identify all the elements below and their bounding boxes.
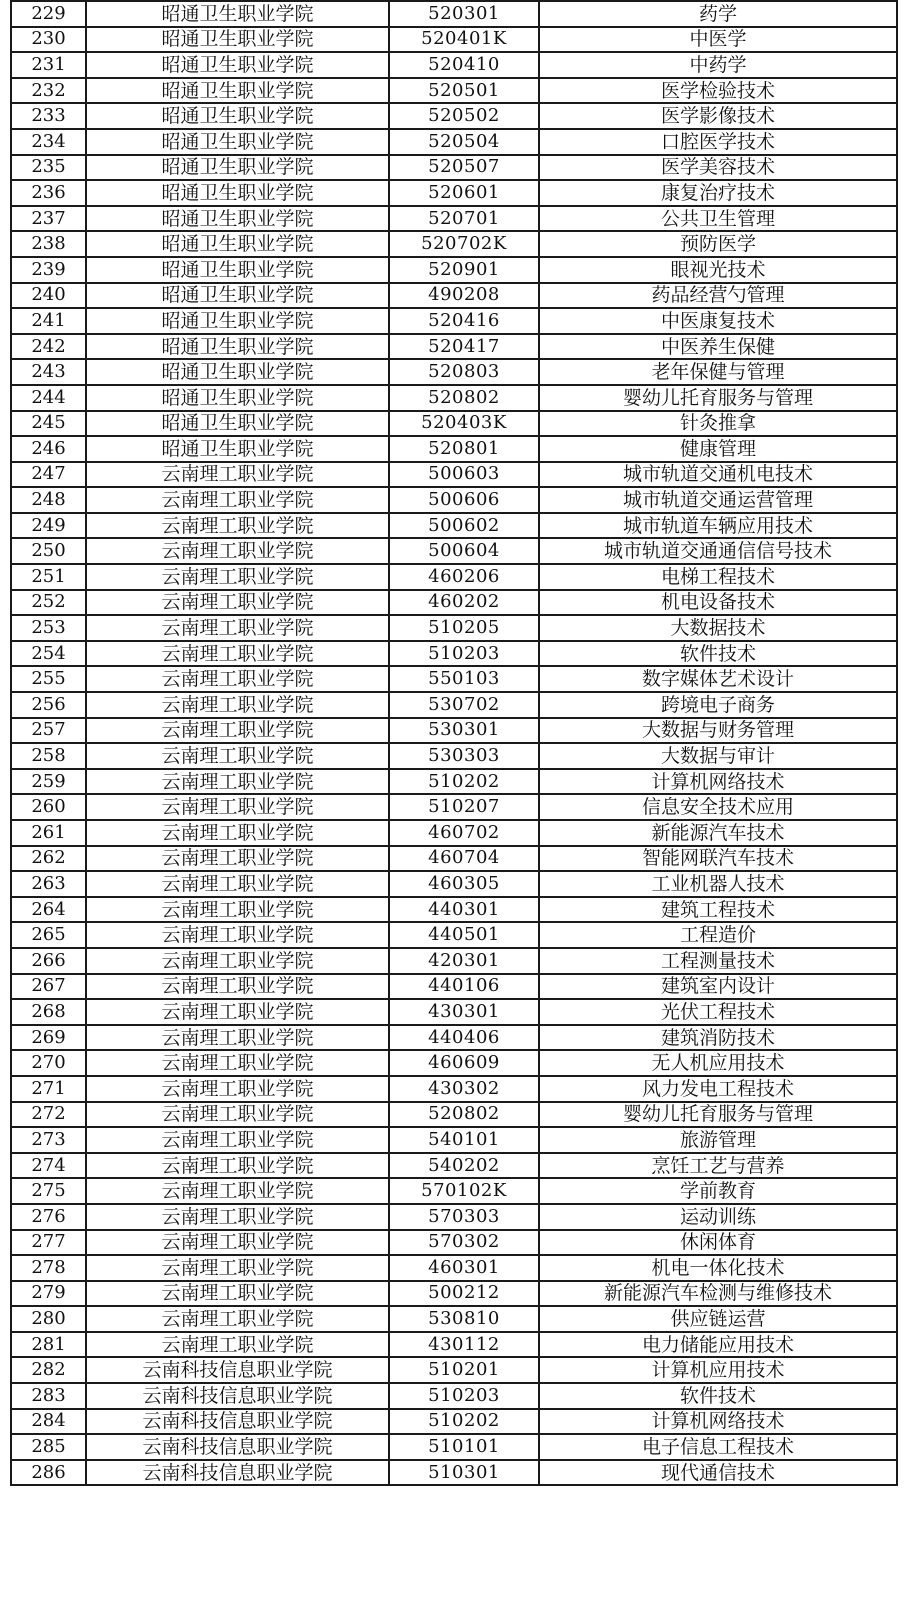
major-name-cell: 老年保健与管理: [539, 359, 897, 385]
major-name-cell: 口腔医学技术: [539, 129, 897, 155]
major-code-cell: 520801: [389, 436, 539, 462]
school-name-cell: 云南理工职业学院: [86, 666, 389, 692]
row-number-cell: 230: [11, 27, 86, 53]
major-name-cell: 婴幼儿托育服务与管理: [539, 1102, 897, 1128]
major-code-cell: 570302: [389, 1230, 539, 1256]
row-number-cell: 252: [11, 590, 86, 616]
table-row: [11, 922, 897, 948]
table-row: [11, 1230, 897, 1256]
table-row: [11, 103, 897, 129]
major-name-cell: 城市轨道交通机电技术: [539, 462, 897, 488]
school-name-cell: 云南理工职业学院: [86, 1102, 389, 1128]
row-number-cell: 270: [11, 1050, 86, 1076]
table-row: [11, 1357, 897, 1383]
major-name-cell: 新能源汽车技术: [539, 820, 897, 846]
table-row: [11, 1409, 897, 1435]
major-code-cell: 520702K: [389, 231, 539, 257]
school-name-cell: 昭通卫生职业学院: [86, 27, 389, 53]
major-code-cell: 430302: [389, 1076, 539, 1102]
table-row: [11, 129, 897, 155]
major-code-cell: 570102K: [389, 1178, 539, 1204]
row-number-cell: 284: [11, 1409, 86, 1435]
table-row: [11, 1332, 897, 1358]
school-name-cell: 云南科技信息职业学院: [86, 1434, 389, 1460]
table-row: [11, 385, 897, 411]
school-name-cell: 云南理工职业学院: [86, 1025, 389, 1051]
row-number-cell: 246: [11, 436, 86, 462]
row-number-cell: 231: [11, 52, 86, 78]
major-list-table: [10, 0, 898, 1486]
table-row: [11, 538, 897, 564]
school-name-cell: 云南理工职业学院: [86, 846, 389, 872]
row-number-cell: 286: [11, 1460, 86, 1486]
row-number-cell: 238: [11, 231, 86, 257]
row-number-cell: 268: [11, 999, 86, 1025]
row-number-cell: 251: [11, 564, 86, 590]
major-name-cell: 新能源汽车检测与维修技术: [539, 1281, 897, 1307]
major-code-cell: 510101: [389, 1434, 539, 1460]
major-name-cell: 信息安全技术应用: [539, 794, 897, 820]
school-name-cell: 云南理工职业学院: [86, 820, 389, 846]
major-name-cell: 计算机网络技术: [539, 769, 897, 795]
table-row: [11, 411, 897, 437]
major-code-cell: 460305: [389, 871, 539, 897]
row-number-cell: 250: [11, 538, 86, 564]
school-name-cell: 云南科技信息职业学院: [86, 1409, 389, 1435]
table-row: [11, 257, 897, 283]
major-code-cell: 440301: [389, 897, 539, 923]
major-code-cell: 430112: [389, 1332, 539, 1358]
row-number-cell: 280: [11, 1306, 86, 1332]
major-name-cell: 建筑消防技术: [539, 1025, 897, 1051]
school-name-cell: 昭通卫生职业学院: [86, 155, 389, 181]
row-number-cell: 279: [11, 1281, 86, 1307]
table-row: [11, 1255, 897, 1281]
row-number-cell: 247: [11, 462, 86, 488]
school-name-cell: 昭通卫生职业学院: [86, 334, 389, 360]
table-row: [11, 52, 897, 78]
school-name-cell: 云南科技信息职业学院: [86, 1357, 389, 1383]
major-name-cell: 光伏工程技术: [539, 999, 897, 1025]
major-name-cell: 休闲体育: [539, 1230, 897, 1256]
major-name-cell: 中医养生保健: [539, 334, 897, 360]
major-code-cell: 530702: [389, 692, 539, 718]
row-number-cell: 235: [11, 155, 86, 181]
table-row: [11, 692, 897, 718]
major-code-cell: 520802: [389, 1102, 539, 1128]
major-name-cell: 医学检验技术: [539, 78, 897, 104]
row-number-cell: 241: [11, 308, 86, 334]
major-code-cell: 540202: [389, 1153, 539, 1179]
major-name-cell: 医学美容技术: [539, 155, 897, 181]
row-number-cell: 232: [11, 78, 86, 104]
table-row: [11, 1306, 897, 1332]
school-name-cell: 云南科技信息职业学院: [86, 1460, 389, 1486]
major-code-cell: 460206: [389, 564, 539, 590]
row-number-cell: 283: [11, 1383, 86, 1409]
major-code-cell: 490208: [389, 283, 539, 309]
major-name-cell: 计算机网络技术: [539, 1409, 897, 1435]
table-row: [11, 615, 897, 641]
row-number-cell: 257: [11, 718, 86, 744]
school-name-cell: 云南理工职业学院: [86, 794, 389, 820]
school-name-cell: 云南理工职业学院: [86, 538, 389, 564]
major-code-cell: 530810: [389, 1306, 539, 1332]
school-name-cell: 云南理工职业学院: [86, 1230, 389, 1256]
school-name-cell: 昭通卫生职业学院: [86, 180, 389, 206]
school-name-cell: 云南科技信息职业学院: [86, 1383, 389, 1409]
major-code-cell: 550103: [389, 666, 539, 692]
major-name-cell: 药品经营勺管理: [539, 283, 897, 309]
major-name-cell: 大数据技术: [539, 615, 897, 641]
major-name-cell: 城市轨道车辆应用技术: [539, 513, 897, 539]
major-name-cell: 中医康复技术: [539, 308, 897, 334]
major-code-cell: 510203: [389, 1383, 539, 1409]
major-name-cell: 康复治疗技术: [539, 180, 897, 206]
school-name-cell: 昭通卫生职业学院: [86, 359, 389, 385]
table-row: [11, 487, 897, 513]
major-name-cell: 智能网联汽车技术: [539, 846, 897, 872]
school-name-cell: 云南理工职业学院: [86, 1050, 389, 1076]
school-name-cell: 昭通卫生职业学院: [86, 103, 389, 129]
row-number-cell: 265: [11, 922, 86, 948]
row-number-cell: 266: [11, 948, 86, 974]
major-code-cell: 520502: [389, 103, 539, 129]
major-code-cell: 510202: [389, 1409, 539, 1435]
major-code-cell: 520401K: [389, 27, 539, 53]
major-name-cell: 机电设备技术: [539, 590, 897, 616]
table-row: [11, 769, 897, 795]
major-code-cell: 520803: [389, 359, 539, 385]
table-row: [11, 1460, 897, 1486]
major-name-cell: 工业机器人技术: [539, 871, 897, 897]
row-number-cell: 240: [11, 283, 86, 309]
major-code-cell: 500602: [389, 513, 539, 539]
major-name-cell: 大数据与审计: [539, 743, 897, 769]
major-code-cell: 420301: [389, 948, 539, 974]
major-code-cell: 500606: [389, 487, 539, 513]
major-name-cell: 针灸推拿: [539, 411, 897, 437]
major-code-cell: 520501: [389, 78, 539, 104]
row-number-cell: 277: [11, 1230, 86, 1256]
major-name-cell: 机电一体化技术: [539, 1255, 897, 1281]
major-name-cell: 电力储能应用技术: [539, 1332, 897, 1358]
school-name-cell: 云南理工职业学院: [86, 641, 389, 667]
major-name-cell: 医学影像技术: [539, 103, 897, 129]
major-code-cell: 520301: [389, 1, 539, 27]
table-row: [11, 666, 897, 692]
school-name-cell: 云南理工职业学院: [86, 922, 389, 948]
row-number-cell: 267: [11, 974, 86, 1000]
table-row: [11, 1178, 897, 1204]
major-name-cell: 眼视光技术: [539, 257, 897, 283]
row-number-cell: 239: [11, 257, 86, 283]
major-code-cell: 520507: [389, 155, 539, 181]
table-row: [11, 794, 897, 820]
major-code-cell: 510202: [389, 769, 539, 795]
major-name-cell: 公共卫生管理: [539, 206, 897, 232]
row-number-cell: 256: [11, 692, 86, 718]
table-row: [11, 871, 897, 897]
major-name-cell: 软件技术: [539, 641, 897, 667]
major-name-cell: 中药学: [539, 52, 897, 78]
major-name-cell: 烹饪工艺与营养: [539, 1153, 897, 1179]
school-name-cell: 云南理工职业学院: [86, 718, 389, 744]
row-number-cell: 258: [11, 743, 86, 769]
major-code-cell: 440406: [389, 1025, 539, 1051]
major-name-cell: 建筑室内设计: [539, 974, 897, 1000]
table-row: [11, 27, 897, 53]
row-number-cell: 237: [11, 206, 86, 232]
major-code-cell: 520601: [389, 180, 539, 206]
school-name-cell: 昭通卫生职业学院: [86, 436, 389, 462]
row-number-cell: 273: [11, 1127, 86, 1153]
table-row: [11, 1025, 897, 1051]
school-name-cell: 昭通卫生职业学院: [86, 1, 389, 27]
major-name-cell: 运动训练: [539, 1204, 897, 1230]
row-number-cell: 233: [11, 103, 86, 129]
table-row: [11, 283, 897, 309]
school-name-cell: 云南理工职业学院: [86, 462, 389, 488]
table-row: [11, 1102, 897, 1128]
major-name-cell: 数字媒体艺术设计: [539, 666, 897, 692]
school-name-cell: 云南理工职业学院: [86, 871, 389, 897]
major-name-cell: 健康管理: [539, 436, 897, 462]
school-name-cell: 云南理工职业学院: [86, 1076, 389, 1102]
major-name-cell: 无人机应用技术: [539, 1050, 897, 1076]
row-number-cell: 259: [11, 769, 86, 795]
table-row: [11, 78, 897, 104]
school-name-cell: 云南理工职业学院: [86, 615, 389, 641]
major-name-cell: 旅游管理: [539, 1127, 897, 1153]
major-code-cell: 440501: [389, 922, 539, 948]
row-number-cell: 282: [11, 1357, 86, 1383]
table-row: [11, 436, 897, 462]
major-name-cell: 学前教育: [539, 1178, 897, 1204]
row-number-cell: 269: [11, 1025, 86, 1051]
school-name-cell: 云南理工职业学院: [86, 1281, 389, 1307]
table-row: [11, 999, 897, 1025]
school-name-cell: 昭通卫生职业学院: [86, 411, 389, 437]
table-row: [11, 1281, 897, 1307]
row-number-cell: 243: [11, 359, 86, 385]
major-name-cell: 婴幼儿托育服务与管理: [539, 385, 897, 411]
table-body: [11, 1, 897, 1485]
school-name-cell: 昭通卫生职业学院: [86, 129, 389, 155]
major-code-cell: 500603: [389, 462, 539, 488]
major-name-cell: 药学: [539, 1, 897, 27]
major-code-cell: 510205: [389, 615, 539, 641]
table-row: [11, 897, 897, 923]
major-code-cell: 520403K: [389, 411, 539, 437]
major-code-cell: 460702: [389, 820, 539, 846]
row-number-cell: 262: [11, 846, 86, 872]
row-number-cell: 248: [11, 487, 86, 513]
table-row: [11, 1050, 897, 1076]
table-row: [11, 641, 897, 667]
table-row: [11, 846, 897, 872]
major-name-cell: 供应链运营: [539, 1306, 897, 1332]
table-row: [11, 334, 897, 360]
major-name-cell: 风力发电工程技术: [539, 1076, 897, 1102]
school-name-cell: 昭通卫生职业学院: [86, 283, 389, 309]
row-number-cell: 276: [11, 1204, 86, 1230]
major-code-cell: 520410: [389, 52, 539, 78]
major-name-cell: 中医学: [539, 27, 897, 53]
school-name-cell: 云南理工职业学院: [86, 974, 389, 1000]
major-code-cell: 530301: [389, 718, 539, 744]
table-row: [11, 718, 897, 744]
school-name-cell: 云南理工职业学院: [86, 692, 389, 718]
school-name-cell: 云南理工职业学院: [86, 1127, 389, 1153]
table-row: [11, 1434, 897, 1460]
major-code-cell: 510201: [389, 1357, 539, 1383]
school-name-cell: 云南理工职业学院: [86, 769, 389, 795]
table-row: [11, 231, 897, 257]
school-name-cell: 云南理工职业学院: [86, 897, 389, 923]
major-code-cell: 460301: [389, 1255, 539, 1281]
major-name-cell: 大数据与财务管理: [539, 718, 897, 744]
school-name-cell: 云南理工职业学院: [86, 590, 389, 616]
row-number-cell: 281: [11, 1332, 86, 1358]
school-name-cell: 云南理工职业学院: [86, 1332, 389, 1358]
major-code-cell: 430301: [389, 999, 539, 1025]
major-name-cell: 城市轨道交通运营管理: [539, 487, 897, 513]
major-name-cell: 电子信息工程技术: [539, 1434, 897, 1460]
major-code-cell: 460704: [389, 846, 539, 872]
row-number-cell: 260: [11, 794, 86, 820]
table-row: [11, 1204, 897, 1230]
row-number-cell: 245: [11, 411, 86, 437]
row-number-cell: 274: [11, 1153, 86, 1179]
row-number-cell: 249: [11, 513, 86, 539]
major-name-cell: 预防医学: [539, 231, 897, 257]
table-row: [11, 1, 897, 27]
school-name-cell: 昭通卫生职业学院: [86, 52, 389, 78]
major-code-cell: 520504: [389, 129, 539, 155]
row-number-cell: 285: [11, 1434, 86, 1460]
table-row: [11, 1383, 897, 1409]
row-number-cell: 278: [11, 1255, 86, 1281]
row-number-cell: 244: [11, 385, 86, 411]
row-number-cell: 261: [11, 820, 86, 846]
major-code-cell: 510203: [389, 641, 539, 667]
school-name-cell: 昭通卫生职业学院: [86, 385, 389, 411]
table-row: [11, 180, 897, 206]
school-name-cell: 云南理工职业学院: [86, 487, 389, 513]
table-row: [11, 948, 897, 974]
major-code-cell: 440106: [389, 974, 539, 1000]
major-code-cell: 520901: [389, 257, 539, 283]
major-code-cell: 520416: [389, 308, 539, 334]
table-row: [11, 1153, 897, 1179]
school-name-cell: 昭通卫生职业学院: [86, 308, 389, 334]
major-list-table-page: [10, 0, 896, 1486]
major-name-cell: 跨境电子商务: [539, 692, 897, 718]
row-number-cell: 271: [11, 1076, 86, 1102]
school-name-cell: 云南理工职业学院: [86, 948, 389, 974]
school-name-cell: 云南理工职业学院: [86, 1306, 389, 1332]
major-code-cell: 460609: [389, 1050, 539, 1076]
major-code-cell: 530303: [389, 743, 539, 769]
school-name-cell: 昭通卫生职业学院: [86, 257, 389, 283]
row-number-cell: 242: [11, 334, 86, 360]
school-name-cell: 昭通卫生职业学院: [86, 231, 389, 257]
school-name-cell: 云南理工职业学院: [86, 1255, 389, 1281]
row-number-cell: 263: [11, 871, 86, 897]
table-row: [11, 1127, 897, 1153]
major-name-cell: 计算机应用技术: [539, 1357, 897, 1383]
major-name-cell: 工程造价: [539, 922, 897, 948]
table-row: [11, 308, 897, 334]
row-number-cell: 234: [11, 129, 86, 155]
school-name-cell: 云南理工职业学院: [86, 513, 389, 539]
school-name-cell: 云南理工职业学院: [86, 1178, 389, 1204]
major-name-cell: 现代通信技术: [539, 1460, 897, 1486]
major-code-cell: 500604: [389, 538, 539, 564]
table-row: [11, 359, 897, 385]
row-number-cell: 254: [11, 641, 86, 667]
major-code-cell: 570303: [389, 1204, 539, 1230]
major-name-cell: 建筑工程技术: [539, 897, 897, 923]
table-row: [11, 590, 897, 616]
major-code-cell: 460202: [389, 590, 539, 616]
major-code-cell: 510301: [389, 1460, 539, 1486]
row-number-cell: 255: [11, 666, 86, 692]
school-name-cell: 云南理工职业学院: [86, 743, 389, 769]
major-code-cell: 520802: [389, 385, 539, 411]
school-name-cell: 云南理工职业学院: [86, 999, 389, 1025]
row-number-cell: 275: [11, 1178, 86, 1204]
school-name-cell: 云南理工职业学院: [86, 564, 389, 590]
table-row: [11, 743, 897, 769]
table-row: [11, 820, 897, 846]
school-name-cell: 云南理工职业学院: [86, 1204, 389, 1230]
major-code-cell: 540101: [389, 1127, 539, 1153]
major-name-cell: 城市轨道交通通信信号技术: [539, 538, 897, 564]
table-row: [11, 564, 897, 590]
row-number-cell: 264: [11, 897, 86, 923]
row-number-cell: 272: [11, 1102, 86, 1128]
major-name-cell: 电梯工程技术: [539, 564, 897, 590]
table-row: [11, 155, 897, 181]
major-name-cell: 工程测量技术: [539, 948, 897, 974]
school-name-cell: 昭通卫生职业学院: [86, 206, 389, 232]
major-code-cell: 500212: [389, 1281, 539, 1307]
table-row: [11, 974, 897, 1000]
table-row: [11, 462, 897, 488]
table-row: [11, 206, 897, 232]
row-number-cell: 253: [11, 615, 86, 641]
row-number-cell: 229: [11, 1, 86, 27]
table-row: [11, 513, 897, 539]
major-code-cell: 520417: [389, 334, 539, 360]
school-name-cell: 昭通卫生职业学院: [86, 78, 389, 104]
major-name-cell: 软件技术: [539, 1383, 897, 1409]
row-number-cell: 236: [11, 180, 86, 206]
major-code-cell: 520701: [389, 206, 539, 232]
school-name-cell: 云南理工职业学院: [86, 1153, 389, 1179]
major-code-cell: 510207: [389, 794, 539, 820]
table-row: [11, 1076, 897, 1102]
